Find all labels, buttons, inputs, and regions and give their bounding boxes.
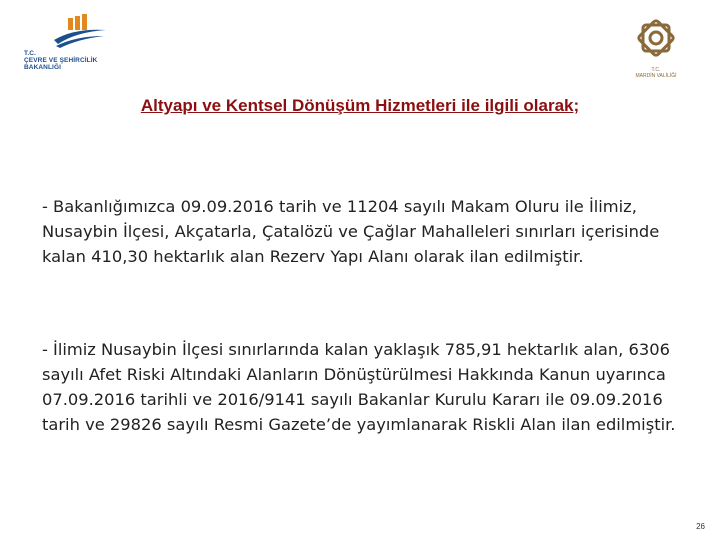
paragraph-risky-area: - İlimiz Nusaybin İlçesi sınırlarında kalan yaklaşık 785,91 hektarlık alan, 6306 sayılı Afet Riski Altındaki Alanların Dönüştürülmesi Hakkında Kanun uyarınca 07.09.2016 tarihli ve 2016/9141 sayılı Bakanlar Kurulu Kararı ile 09.09.2016 tarih ve 29826 sayılı Resmi Gazete’de yayımlanarak Riskli Alan ilan edilmiştir. (42, 340, 676, 434)
seljuk-star-icon (632, 14, 680, 62)
ministry-logo-line: BAKANLIĞI (24, 64, 62, 71)
ministry-emblem-icon (54, 14, 106, 48)
page-number: 26 (696, 522, 705, 531)
ministry-logo-line: ÇEVRE VE ŞEHİRCİLİK (24, 57, 98, 64)
ministry-logo-line: T.C. (24, 50, 36, 57)
governor-logo-line: T.C. (651, 67, 661, 73)
page-title: Altyapı ve Kentsel Dönüşüm Hizmetleri ile ilgili olarak; (140, 96, 580, 115)
governor-logo-line: MARDİN VALİLİĞİ (635, 73, 677, 79)
paragraph-reserve-area: - Bakanlığımızca 09.09.2016 tarih ve 11204 sayılı Makam Oluru ile İlimiz, Nusaybin İlçesi, Akçatarla, Çatalözü ve Çağlar Mahalleleri sınırları içerisinde kalan 410,30 hektarlık alan Rezerv Yapı Alanı olarak ilan edilmiştir. (42, 197, 660, 266)
governor-logo (620, 14, 692, 78)
ministry-logo (22, 14, 132, 74)
